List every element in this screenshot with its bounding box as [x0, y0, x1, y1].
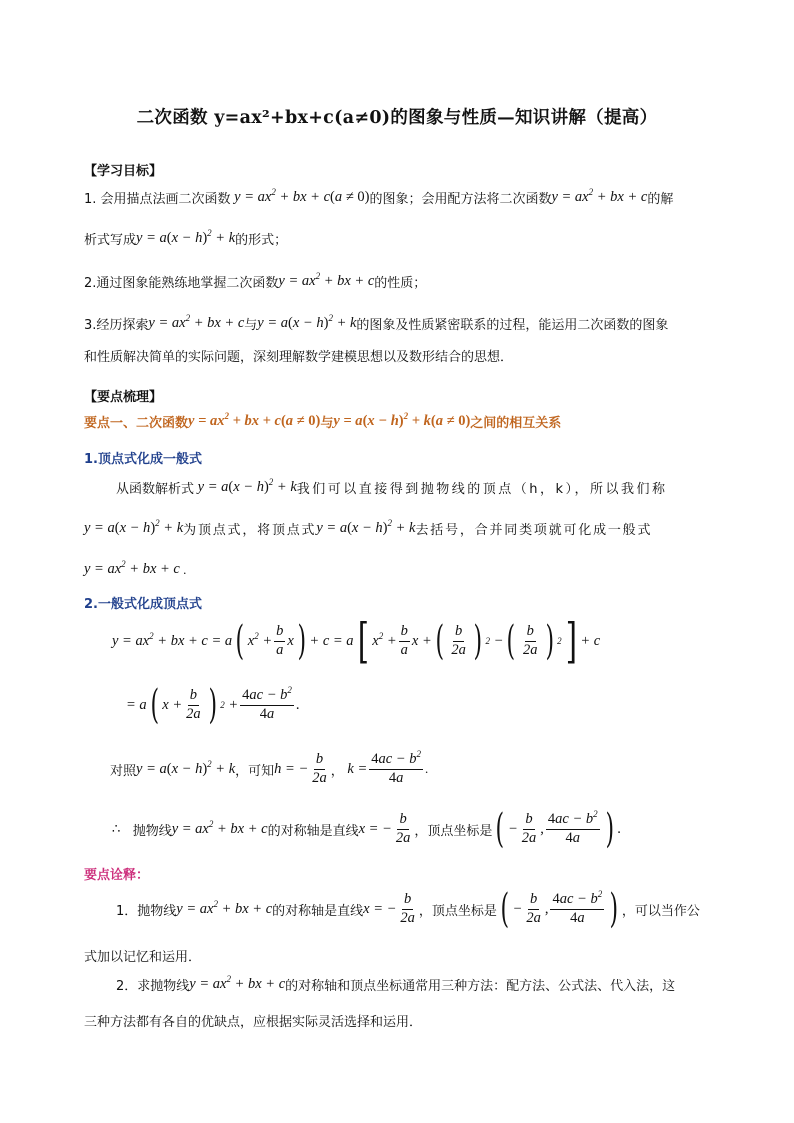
compare-line: 对照 $y = a(x - h)^2 + k$ ，可知 h = − $\frac{b}{2a}$ ， k = $\frac{4ac - b^2}{4a}$ .	[110, 749, 429, 786]
note-2-line-1: 2．求抛物线 $y = ax^2$ + bx + c 的对称轴和顶点坐标通常用三种方法：配方法、公式法、代入法，这	[116, 974, 676, 994]
subsection-1-heading: 1.顶点式化成一般式	[84, 452, 202, 467]
formula-quadratic: $y = ax^2$ + bx + c	[551, 187, 648, 205]
therefore-line: ∴ 抛物线 $y = ax^2$ + bx + c 的对称轴是直线 x = − $\frac{b}{2a}$ ，顶点坐标是 ( − $\frac{b}{2a}$ , $\frac{4ac - b^2}{4a}$ ) .	[112, 806, 621, 852]
subsection-2-heading: 2.一般式化成顶点式	[84, 597, 202, 612]
derivation-line-1: $y = ax^2$ + bx + c = a ( $x^2$ + $\frac{b}{a}$ x ) + c = a [ $x^2$ + $\frac{b}{a}$ x + ( $\frac{b}{2a}$ ) 2 − ( $\frac{b}{2a}$ ) 2 ] + c	[112, 613, 601, 669]
notes-heading: 要点诠释：	[84, 868, 150, 883]
point-1-heading: 要点一、二次函数 $y = ax^2$ + bx + c(a ≠ 0) 与 $y = a(x - h)^2 + k(a \ne 0)$ 之间的相互关系	[84, 411, 562, 431]
sub1-paragraph-line-1: 从函数解析式 $y = a(x - h)^2 + k$ 我们可以直接得到抛物线的顶点（h，k），所以我们称	[116, 477, 668, 497]
objectives-heading: 【学习目标】	[84, 164, 163, 179]
points-heading: 【要点梳理】	[84, 390, 163, 405]
page-title: 二次函数 y=ax²+bx+c(a≠0)的图象与性质—知识讲解（提高）	[136, 108, 658, 128]
note-1-line-1: 1．抛物线 $y = ax^2$ + bx + c 的对称轴是直线 x = − $\frac{b}{2a}$ ，顶点坐标是 ( − $\frac{b}{2a}$ , $\frac{4ac - b^2}{4a}$ ) ，可以当作公	[116, 886, 700, 932]
formula-vertex: $y = a(x - h)^2 + k$	[136, 228, 236, 246]
objective-2: 2.通过图象能熟练地掌握二次函数 $y = ax^2$ + bx + c 的性质；	[84, 271, 427, 291]
derivation-line-2: = a ( x + $\frac{b}{2a}$ ) 2 + $\frac{4ac - b^2}{4a}$ .	[126, 682, 300, 728]
sub1-paragraph-line-2: $y = a(x - h)^2 + k$ 为顶点式，将顶点式 $y = a(x - h)^2 + k$ 去括号，合并同类项就可化成一般式	[84, 518, 653, 538]
objective-3-line-2: 和性质解决简单的实际问题，深刻理解数学建模思想以及数形结合的思想．	[84, 350, 514, 365]
note-1-line-2: 式加以记忆和运用．	[84, 950, 202, 965]
objective-3-line-1: 3.经历探索 $y = ax^2$ + bx + c 与 $y = a(x - h)^2 + k$ 的图象及性质紧密联系的过程，能运用二次函数的图象	[84, 313, 669, 333]
objective-1-line-1: 1. 会用描点法画二次函数 $y = ax^2$ + bx + c(a ≠ 0) 的图象；会用配方法将二次函数 $y = ax^2$ + bx + c 的解	[84, 187, 674, 207]
note-2-line-2: 三种方法都有各自的优缺点，应根据实际灵活选择和运用．	[84, 1015, 423, 1030]
formula-general: $y = ax^2$ + bx + c(a ≠ 0)	[230, 187, 370, 205]
sub1-paragraph-line-3: $y = ax^2$ + bx + c .	[84, 559, 187, 577]
objective-1-line-2: 析式写成 $y = a(x - h)^2 + k$ 的形式；	[84, 228, 288, 248]
